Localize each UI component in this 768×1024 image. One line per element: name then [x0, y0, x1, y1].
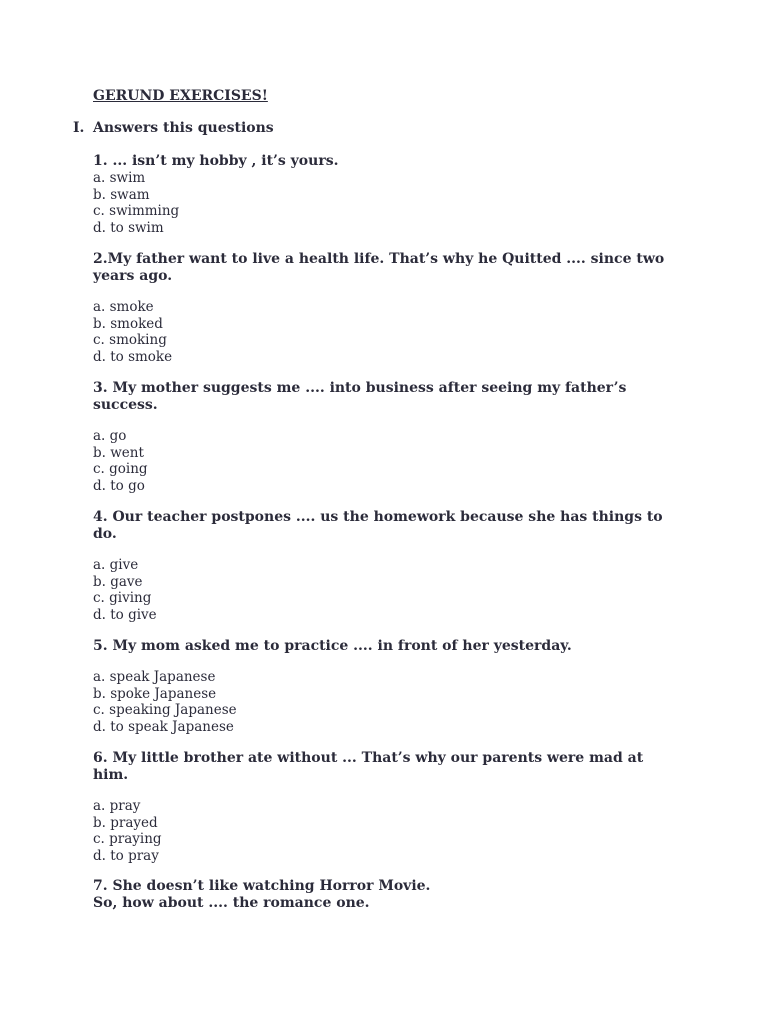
question-text-line-2: So, how about .... the romance one.: [93, 895, 370, 911]
option-list: [93, 428, 683, 494]
option-c: c. smoking: [93, 332, 167, 348]
question-text-line-1: 7. She doesn’t like watching Horror Movie.: [93, 878, 431, 894]
option-a: a. give: [93, 557, 139, 573]
option-a: a. pray: [93, 798, 141, 814]
option-d: d. to pray: [93, 847, 159, 864]
question-text: 6. My little brother ate without ... That’s why our parents were mad at him.: [93, 750, 644, 783]
option-c: c. going: [93, 461, 148, 477]
option-list: [93, 299, 683, 365]
option-b: b. gave: [93, 573, 143, 590]
option-c: c. swimming: [93, 203, 180, 219]
question-text: 4. Our teacher postpones .... us the homework because she has things to do.: [93, 509, 663, 542]
option-d: d. to smoke: [93, 348, 173, 365]
option-a: a. speak Japanese: [93, 669, 216, 685]
question-text: 5. My mom asked me to practice .... in front of her yesterday.: [93, 638, 572, 654]
document-title: GERUND EXERCISES!: [93, 88, 268, 104]
option-list: [93, 669, 683, 735]
section-number: I.: [73, 120, 85, 136]
section-heading: [73, 119, 274, 137]
option-list: [93, 798, 683, 864]
option-d: d. to swim: [93, 219, 164, 236]
option-b: b. smoked: [93, 315, 163, 332]
option-list: [93, 170, 683, 236]
option-d: d. to speak Japanese: [93, 718, 234, 735]
question-5: [93, 638, 683, 735]
question-text: 2.My father want to live a health life. That’s why he Quitted .... since two years ago.: [93, 251, 665, 284]
option-list: [93, 557, 683, 623]
option-b: b. went: [93, 444, 144, 461]
question-text: 1. ... isn’t my hobby , it’s yours.: [93, 153, 339, 169]
question-1: [93, 153, 683, 236]
option-a: a. go: [93, 428, 127, 444]
question-6: [93, 750, 683, 864]
question-4: [93, 509, 683, 623]
section-heading-text: Answers this questions: [93, 120, 274, 136]
option-b: b. prayed: [93, 814, 158, 831]
option-c: c. giving: [93, 590, 152, 606]
option-c: c. speaking Japanese: [93, 702, 237, 718]
option-b: b. swam: [93, 186, 150, 203]
option-b: b. spoke Japanese: [93, 685, 217, 702]
option-d: d. to go: [93, 477, 145, 494]
question-2: [93, 251, 683, 365]
option-a: a. swim: [93, 170, 146, 186]
question-3: [93, 380, 683, 494]
question-7: [93, 878, 683, 912]
question-text: 3. My mother suggests me .... into business after seeing my father’s success.: [93, 380, 627, 413]
option-c: c. praying: [93, 831, 162, 847]
option-d: d. to give: [93, 606, 157, 623]
option-a: a. smoke: [93, 299, 154, 315]
